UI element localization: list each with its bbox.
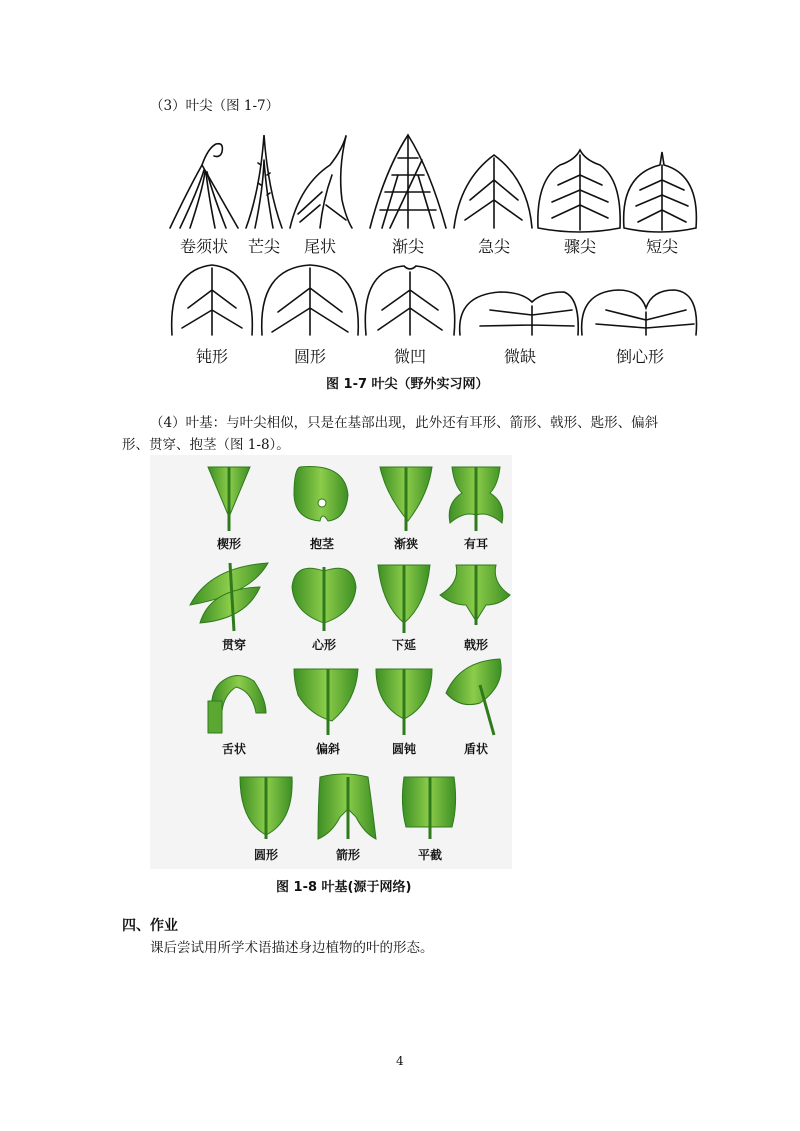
base-leaf-obtuse [376, 669, 432, 735]
apex-label: 微缺 [503, 347, 537, 366]
base-leaf-perfoliate [190, 563, 268, 631]
base-leaf-cuneate [208, 467, 250, 531]
apex-label: 芒尖 [247, 237, 281, 256]
base-label: 圆钝 [391, 742, 417, 756]
apex-sketch-rounded [262, 265, 359, 335]
leaf-apex-figure [160, 130, 700, 370]
apex-label: 渐尖 [391, 237, 425, 256]
homework-heading: 四、作业 [122, 918, 178, 934]
base-label: 下延 [391, 638, 417, 652]
base-leaf-truncate [402, 777, 455, 839]
base-label: 圆形 [253, 848, 279, 862]
apex-sketch-acuminate [370, 135, 446, 228]
base-label: 箭形 [335, 848, 361, 862]
apex-sketch-aristate [246, 135, 282, 228]
base-label: 贯穿 [221, 638, 247, 652]
base-leaf-attenuate [380, 467, 432, 531]
base-label: 抱茎 [309, 537, 335, 551]
apex-sketch-emarginate [460, 292, 579, 335]
apex-label: 钝形 [195, 347, 229, 366]
base-leaf-oblique [294, 669, 358, 735]
base-leaf-amplexicaul [294, 467, 348, 521]
apex-label: 短尖 [645, 237, 679, 256]
figure-1-8-caption: 图 1-8 叶基(源于网络) [276, 880, 412, 895]
base-leaf-decurrent [378, 565, 430, 633]
base-label: 盾状 [463, 742, 489, 756]
base-label: 戟形 [463, 638, 489, 652]
apex-sketch-cirrose [170, 144, 238, 228]
base-label: 渐狭 [393, 537, 419, 551]
base-leaf-auriculate [449, 467, 503, 531]
apex-sketch-acute [454, 155, 532, 228]
apex-sketch-caudate [290, 136, 352, 228]
apex-label: 卷须状 [179, 237, 229, 256]
base-label: 有耳 [463, 537, 489, 551]
apex-sketch-obcordate [582, 290, 697, 335]
section-4-line-2: 形、贯穿、抱茎（图 1-8）。 [122, 437, 290, 453]
base-leaf-ligulate [208, 675, 266, 733]
apex-sketch-retuse [365, 266, 454, 335]
apex-sketch-mucronate [624, 152, 697, 232]
base-leaf-cordate [292, 567, 356, 631]
figure-1-7-caption: 图 1-7 叶尖（野外实习网） [326, 377, 489, 392]
base-leaf-hastate [440, 565, 510, 625]
section-4-line-1: （4）叶基：与叶尖相似，只是在基部出现，此外还有耳形、箭形、戟形、匙形、偏斜 [150, 415, 659, 431]
page-number: 4 [396, 1054, 404, 1068]
base-label: 舌状 [221, 742, 247, 756]
leaf-base-figure [150, 455, 512, 869]
base-label: 心形 [311, 638, 337, 652]
apex-label: 倒心形 [615, 347, 665, 366]
base-label: 楔形 [216, 537, 242, 551]
apex-label: 微凹 [393, 347, 427, 366]
base-leaf-sagittate [318, 774, 376, 839]
base-label: 平截 [417, 848, 443, 862]
apex-label: 急尖 [477, 237, 511, 256]
section-3-heading: （3）叶尖（图 1-7） [150, 98, 280, 114]
apex-label: 骤尖 [563, 237, 597, 256]
apex-sketch-cuspidate [538, 150, 620, 232]
base-label: 偏斜 [315, 742, 341, 756]
base-leaf-peltate [446, 659, 501, 735]
base-leaf-rounded [240, 777, 292, 839]
apex-sketch-obtuse [172, 265, 253, 335]
apex-label: 圆形 [293, 347, 327, 366]
homework-text: 课后尝试用所学术语描述身边植物的叶的形态。 [150, 940, 434, 956]
apex-label: 尾状 [303, 237, 337, 256]
